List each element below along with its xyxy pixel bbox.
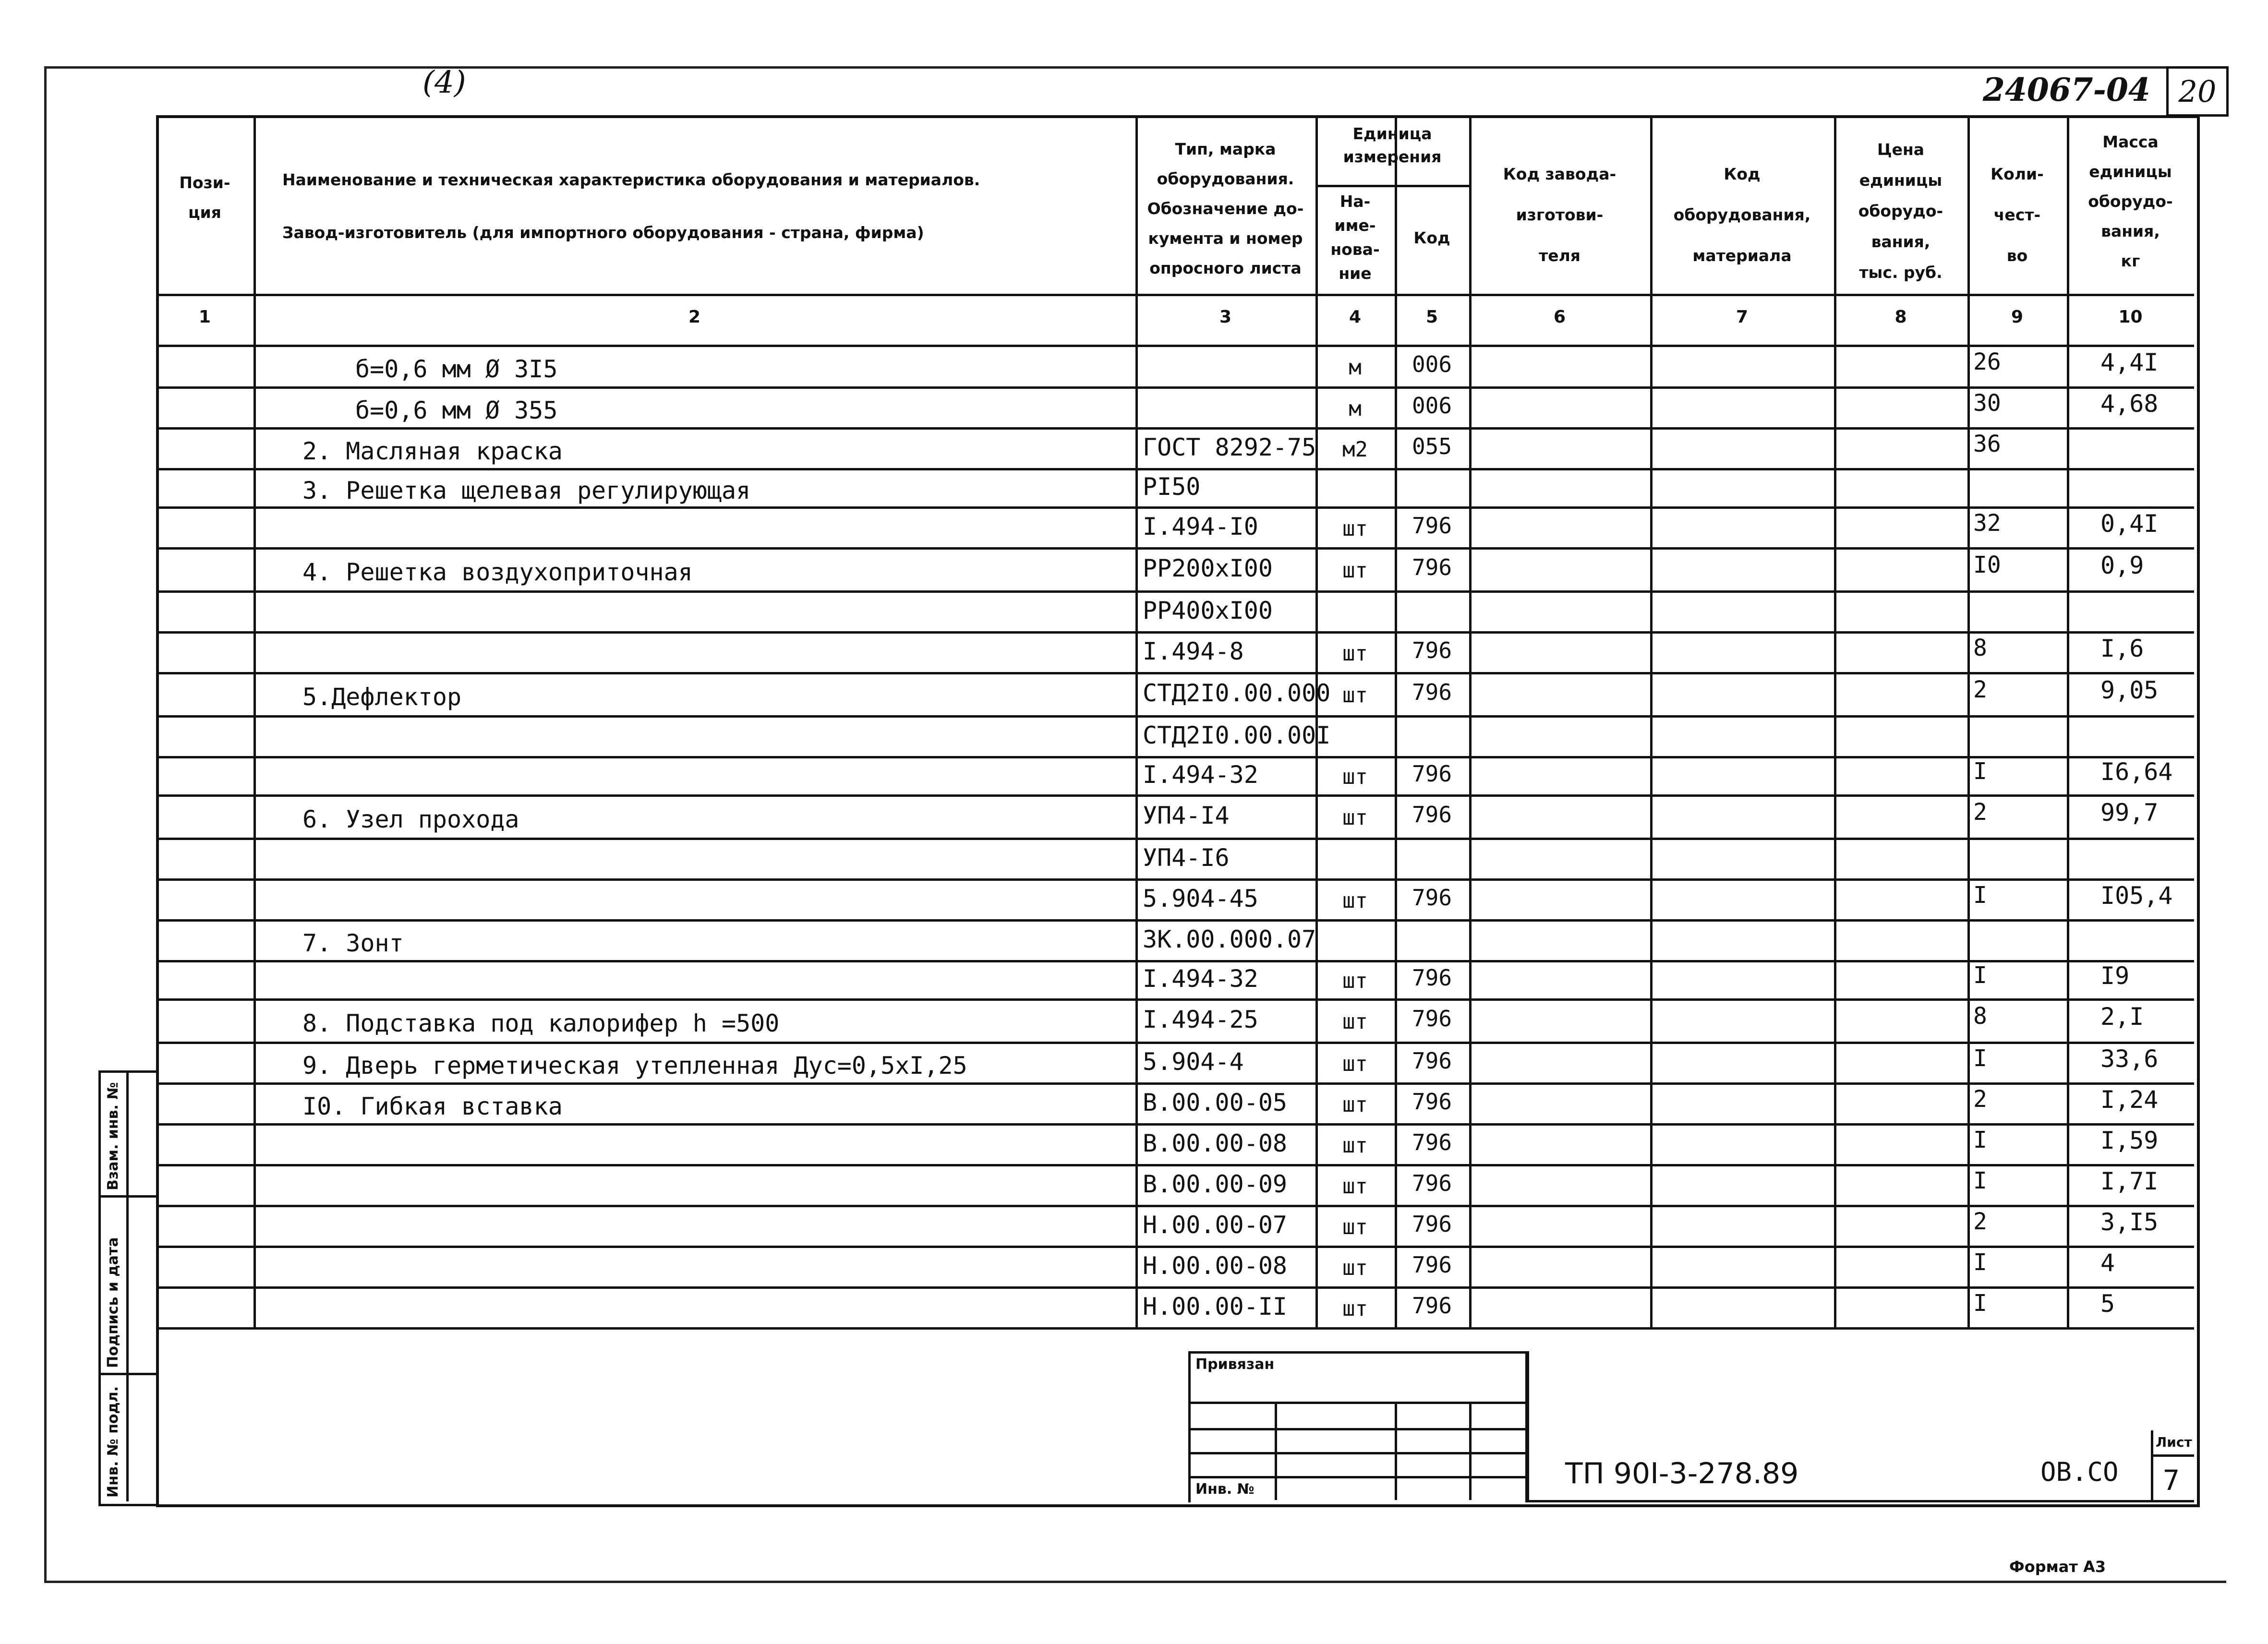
row-unit: шт	[1342, 516, 1368, 541]
stamp-line	[1188, 1402, 1527, 1404]
top-left-mark: (4)	[422, 65, 466, 100]
row-mass: 0,9	[2100, 552, 2144, 579]
privyazan-box	[1188, 1351, 1529, 1502]
row-type: PP200xI00	[1143, 554, 1273, 582]
doc-code: 24067-04	[1983, 71, 2150, 108]
row-type: PP400xI00	[1143, 596, 1273, 624]
row-name: 3. Решетка щелевая регулирующая	[302, 477, 751, 504]
stamp-line	[1525, 1351, 1528, 1500]
row-line	[156, 998, 2194, 1001]
stamp-line	[1275, 1402, 1277, 1500]
row-type: I.494-25	[1143, 1006, 1258, 1033]
row-type: I.494-8	[1143, 637, 1244, 665]
row-mass: 5	[2100, 1289, 2115, 1318]
side-label-podpis: Подпись и дата	[105, 1237, 121, 1368]
header-price: Цена единицы оборудо- вания, тыс. руб.	[1858, 140, 1943, 282]
format-label: Формат А3	[2009, 1558, 2106, 1576]
row-quantity: 32	[1973, 509, 2001, 537]
row-type: В.00.00-05	[1143, 1088, 1288, 1116]
header-line	[156, 345, 2194, 347]
row-mass: 4	[2100, 1248, 2115, 1277]
row-type: Н.00.00-08	[1143, 1251, 1288, 1280]
row-mass: 3,I5	[2100, 1208, 2159, 1236]
header-position: Пози- ция	[179, 173, 230, 222]
header-type: Тип, марка оборудования. Обозначение до- кумента и номер опросного листа	[1147, 140, 1304, 277]
row-quantity: 2	[1973, 1085, 1987, 1113]
row-unit-code: 006	[1411, 351, 1452, 377]
row-line	[156, 878, 2194, 881]
row-line	[156, 506, 2194, 509]
row-name: 5.Дефлектор	[302, 683, 462, 711]
column-number: 6	[1553, 307, 1566, 327]
row-unit-code: 796	[1411, 679, 1452, 705]
row-line	[156, 794, 2194, 797]
row-name: 2. Масляная краска	[302, 437, 563, 465]
row-unit-code: 796	[1411, 1170, 1452, 1196]
list-number: 7	[2163, 1464, 2180, 1497]
column-number: 10	[2118, 307, 2143, 327]
row-quantity: 26	[1973, 348, 2001, 375]
row-unit-code: 796	[1411, 1047, 1452, 1074]
row-mass: 0,4I	[2100, 509, 2159, 538]
row-mass: 99,7	[2100, 799, 2159, 827]
row-quantity: 8	[1973, 1003, 1987, 1030]
column-line	[2067, 115, 2069, 1327]
stamp-line	[1188, 1428, 1527, 1430]
row-line	[156, 1286, 2194, 1289]
stamp-line	[1395, 1402, 1397, 1500]
row-mass: 33,6	[2100, 1044, 2159, 1073]
row-type: I.494-32	[1143, 761, 1258, 789]
row-unit-code: 796	[1411, 554, 1452, 580]
row-unit-code: 796	[1411, 1292, 1452, 1319]
header-mass: Масса единицы оборудо- вания, кг	[2088, 132, 2173, 270]
row-quantity: I	[1973, 962, 1987, 989]
row-quantity: 8	[1973, 634, 1987, 661]
column-line	[1469, 115, 1472, 1327]
row-quantity: I	[1973, 758, 1987, 785]
side-divider	[126, 1070, 129, 1501]
stamp-line	[1525, 1500, 2194, 1502]
row-quantity: 2	[1973, 799, 1987, 826]
row-unit: шт	[1342, 641, 1368, 666]
row-unit-code: 796	[1411, 884, 1452, 911]
row-type: 5.904-4	[1143, 1047, 1244, 1076]
row-unit-code: 796	[1411, 802, 1452, 828]
row-unit: шт	[1342, 1133, 1368, 1158]
row-type: СТД2I0.00.000	[1143, 679, 1331, 707]
row-mass: I6,64	[2100, 758, 2173, 786]
row-type: ГОСТ 8292-75	[1143, 433, 1316, 461]
row-line	[156, 838, 2194, 840]
row-name: 4. Решетка воздухоприточная	[302, 558, 693, 586]
privyazan-label: Привязан	[1195, 1356, 1275, 1373]
header-unit: Единица измерения	[1343, 124, 1442, 166]
inv-no-label: Инв. №	[1195, 1481, 1255, 1498]
header-unit-name: На- име- нова- ние	[1330, 192, 1380, 283]
row-line	[156, 1123, 2194, 1126]
row-unit: шт	[1342, 1092, 1368, 1117]
column-number: 3	[1219, 307, 1232, 327]
row-unit: шт	[1342, 1255, 1368, 1280]
row-unit: шт	[1342, 765, 1368, 789]
row-unit-code: 796	[1411, 512, 1452, 539]
column-number: 1	[198, 307, 211, 327]
header-maker: Код завода- изготови- теля	[1503, 165, 1617, 265]
row-type: ЗК.00.000.07	[1143, 925, 1316, 953]
row-quantity: 2	[1973, 676, 1987, 703]
row-quantity: I0	[1973, 552, 2001, 578]
row-line	[156, 631, 2194, 634]
row-unit: шт	[1342, 1051, 1368, 1076]
row-line	[156, 1205, 2194, 1207]
row-line	[156, 1042, 2194, 1044]
row-unit: шт	[1342, 1214, 1368, 1239]
row-type: УП4-I6	[1143, 843, 1230, 872]
row-unit: шт	[1342, 888, 1368, 913]
row-mass: I9	[2100, 962, 2130, 990]
row-type: Н.00.00-07	[1143, 1211, 1288, 1239]
row-unit-code: 796	[1411, 1211, 1452, 1237]
row-type: 5.904-45	[1143, 884, 1258, 912]
row-line	[156, 1327, 2194, 1330]
column-line	[1135, 115, 1138, 1327]
row-unit-code: 796	[1411, 1251, 1452, 1278]
row-name: б=0,6 мм Ø 355	[355, 396, 558, 424]
row-mass: I,7I	[2100, 1167, 2159, 1195]
row-mass: I,59	[2100, 1126, 2159, 1154]
row-quantity: I	[1973, 1248, 1987, 1276]
row-line	[156, 672, 2194, 674]
row-unit-code: 796	[1411, 761, 1452, 787]
row-unit: шт	[1342, 558, 1368, 583]
row-line	[156, 919, 2194, 922]
row-unit: м	[1349, 396, 1362, 421]
column-number: 7	[1736, 307, 1749, 327]
row-line	[156, 1246, 2194, 1248]
row-mass: I05,4	[2100, 881, 2173, 910]
sheet-number-box	[2166, 66, 2229, 117]
row-quantity: I	[1973, 1044, 1987, 1072]
row-line	[156, 386, 2194, 389]
row-unit-code: 055	[1411, 433, 1452, 459]
row-mass: 9,05	[2100, 676, 2159, 704]
row-unit: шт	[1342, 1296, 1368, 1321]
header-quantity: Коли- чест- во	[1991, 165, 2044, 265]
sheet-number: 20	[2178, 74, 2217, 109]
row-unit-code: 796	[1411, 1088, 1452, 1115]
row-quantity: I	[1973, 1126, 1987, 1153]
unit-subheader-line	[1315, 185, 1469, 187]
header-equipment-code: Код оборудования, материала	[1673, 165, 1811, 265]
row-type: I.494-32	[1143, 965, 1258, 993]
header-name: Наименование и техническая характеристика оборудования и материалов. Завод-изготовитель (для импортного оборудования - страна, фирма)	[282, 170, 980, 242]
row-unit-code: 796	[1411, 1129, 1452, 1155]
row-type: В.00.00-08	[1143, 1129, 1288, 1157]
row-unit-code: 796	[1411, 1006, 1452, 1032]
column-number: 9	[2011, 307, 2024, 327]
row-type: Н.00.00-II	[1143, 1292, 1288, 1320]
row-line	[156, 468, 2194, 470]
doc-number: ТП 90I-3-278.89	[1565, 1457, 1799, 1490]
row-mass: 2,I	[2100, 1003, 2144, 1031]
row-mass: I,24	[2100, 1085, 2159, 1114]
row-name: I0. Гибкая вставка	[302, 1092, 563, 1120]
row-quantity: I	[1973, 1289, 1987, 1317]
row-line	[156, 1082, 2194, 1085]
header-line	[156, 294, 2194, 296]
row-quantity: 2	[1973, 1208, 1987, 1235]
column-number: 8	[1894, 307, 1907, 327]
row-mass: 4,68	[2100, 389, 2159, 418]
row-name: 8. Подставка под калорифер h =500	[302, 1009, 780, 1037]
row-type: СТД2I0.00.00I	[1143, 721, 1331, 749]
row-quantity: I	[1973, 881, 1987, 909]
row-line	[156, 1164, 2194, 1166]
stamp-line	[1188, 1476, 1527, 1478]
column-number: 2	[688, 307, 701, 327]
header-unit-code: Код	[1413, 228, 1450, 247]
row-unit: шт	[1342, 805, 1368, 830]
column-line	[1834, 115, 1836, 1327]
row-type: PI50	[1143, 473, 1201, 501]
row-name: 9. Дверь герметическая утепленная Дус=0,5xI,25	[302, 1051, 967, 1080]
column-line	[253, 115, 256, 1327]
stamp-line	[2151, 1454, 2194, 1457]
section-code: ОВ.СО	[2040, 1457, 2119, 1487]
stamp-line	[1188, 1452, 1527, 1454]
row-mass: 4,4I	[2100, 348, 2159, 376]
row-unit: м2	[1342, 437, 1368, 462]
row-line	[156, 547, 2194, 550]
side-label-inv-podl: Инв. № подл.	[105, 1386, 121, 1498]
row-name: б=0,6 мм Ø 3I5	[355, 355, 558, 383]
column-line	[1650, 115, 1653, 1327]
row-unit: шт	[1342, 1174, 1368, 1199]
row-quantity: 36	[1973, 430, 2001, 457]
row-quantity: 30	[1973, 389, 2001, 417]
row-line	[156, 427, 2194, 430]
row-unit-code: 006	[1411, 392, 1452, 419]
row-unit-code: 796	[1411, 965, 1452, 991]
row-type: I.494-I0	[1143, 512, 1258, 540]
row-line	[156, 960, 2194, 962]
row-name: 6. Узел прохода	[302, 805, 519, 833]
column-number: 4	[1349, 307, 1362, 327]
row-type: УП4-I4	[1143, 802, 1230, 829]
row-unit-code: 796	[1411, 637, 1452, 663]
side-label-vzam: Взам. инв. №	[105, 1082, 121, 1190]
row-unit: шт	[1342, 969, 1368, 993]
row-unit: шт	[1342, 1009, 1368, 1034]
list-label: Лист	[2156, 1434, 2192, 1450]
row-line	[156, 756, 2194, 758]
row-line	[156, 715, 2194, 718]
row-unit: шт	[1342, 683, 1368, 708]
stamp-line	[1469, 1402, 1472, 1500]
row-unit: м	[1349, 355, 1362, 380]
column-number: 5	[1425, 307, 1438, 327]
row-quantity: I	[1973, 1167, 1987, 1194]
row-line	[156, 590, 2194, 593]
row-name: 7. Зонт	[302, 929, 404, 957]
row-type: В.00.00-09	[1143, 1170, 1288, 1198]
column-line	[1967, 115, 1970, 1327]
row-mass: I,6	[2100, 634, 2144, 662]
